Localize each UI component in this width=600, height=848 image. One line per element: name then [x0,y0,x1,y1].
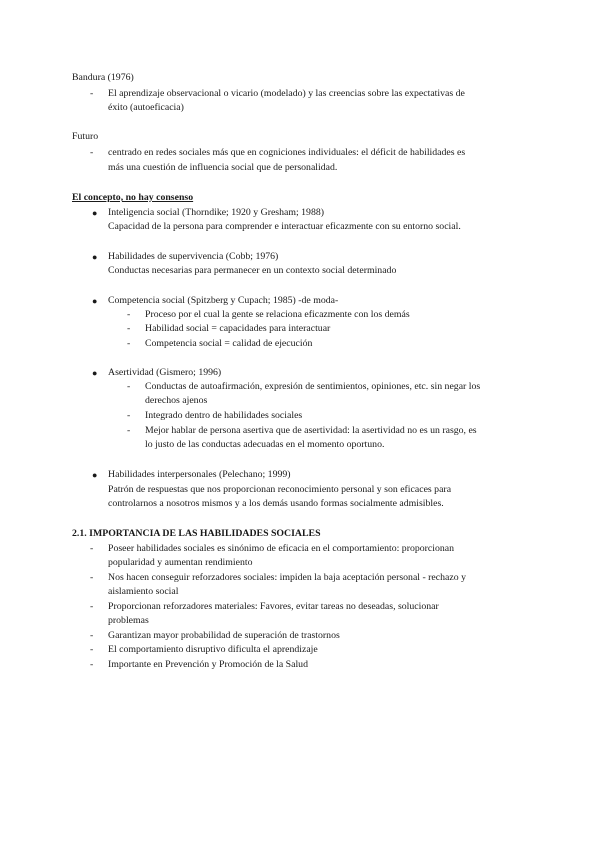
concepto-b2-desc: Conductas necesarias para permanecer en un contexto social determinado [108,265,397,276]
bullet-marker: ● [92,470,98,480]
concepto-b1-desc: Capacidad de la persona para comprender e interactuar eficazmente con su entorno social. [108,221,461,232]
concepto-b5-title: Habilidades interpersonales (Pelechano; 1999) [108,469,291,480]
dash-marker: - [127,338,131,349]
concepto-b3-sub-3: Competencia social = calidad de ejecución [145,338,313,349]
bandura-title: Bandura (1976) [72,72,134,83]
importancia-item-3b: problemas [108,615,149,626]
bandura-line-2: éxito (autoeficacia) [108,102,184,113]
concepto-b3-sub-1: Proceso por el cual la gente se relaciona eficazmente con los demás [145,309,410,320]
importancia-item-2a: Nos hacen conseguir reforzadores sociales: impiden la baja aceptación personal - rechazo y [108,572,466,583]
dash-marker: - [127,410,131,421]
concepto-b3-title: Competencia social (Spitzberg y Cupach; 1985) -de moda- [108,295,339,306]
dash-marker: - [90,543,94,554]
dash-marker: - [127,323,131,334]
concepto-b5-desc-1: Patrón de respuestas que nos proporcionan reconocimiento personal y son eficaces para [108,484,452,495]
concepto-b3-sub-2: Habilidad social = capacidades para interactuar [145,323,331,334]
concepto-b4-sub-2: Integrado dentro de habilidades sociales [145,410,303,421]
concepto-b5-desc-2: controlarnos a nosotros mismos y a los demás usando formas socialmente admisibles. [108,498,444,509]
concepto-b4-sub-3a: Mejor hablar de persona asertiva que de asertividad: la asertividad no es un rasgo, es [145,425,477,436]
bullet-marker: ● [92,368,98,378]
dash-marker: - [90,601,94,612]
dash-marker: - [90,88,94,99]
concepto-b4-title: Asertividad (Gismero; 1996) [108,367,222,378]
concepto-b4-sub-1a: Conductas de autoafirmación, expresión de sentimientos, opiniones, etc. sin negar los [145,381,481,392]
futuro-title: Futuro [72,131,99,142]
bullet-marker: ● [92,208,98,218]
bullet-marker: ● [92,252,98,262]
dash-marker: - [90,572,94,583]
futuro-line-2: más una cuestión de influencia social que de personalidad. [108,162,338,173]
importancia-item-3a: Proporcionan reforzadores materiales: Favores, evitar tareas no deseadas, solucionar [108,601,439,612]
importancia-heading: 2.1. IMPORTANCIA DE LAS HABILIDADES SOCIALES [72,528,321,539]
concepto-heading: El concepto, no hay consenso [72,192,194,203]
dash-marker: - [90,644,94,655]
importancia-item-2b: aislamiento social [108,586,179,597]
concepto-b2-title: Habilidades de supervivencia (Cobb; 1976) [108,251,279,262]
importancia-item-4: Garantizan mayor probabilidad de superación de trastornos [108,630,340,641]
concepto-b1-title: Inteligencia social (Thorndike; 1920 y Gresham; 1988) [108,207,325,218]
dash-marker: - [90,147,94,158]
bullet-marker: ● [92,296,98,306]
dash-marker: - [127,425,131,436]
bandura-line-1: El aprendizaje observacional o vicario (modelado) y las creencias sobre las expectativas de [108,88,465,99]
importancia-item-1b: popularidad y aumentan rendimiento [108,557,253,568]
dash-marker: - [90,630,94,641]
concepto-b4-sub-1b: derechos ajenos [145,395,208,406]
dash-marker: - [127,381,131,392]
concepto-b4-sub-3b: lo justo de las conductas adecuadas en el momento oportuno. [145,439,385,450]
futuro-line-1: centrado en redes sociales más que en cogniciones individuales: el déficit de habilidades es [108,147,466,158]
importancia-item-1a: Poseer habilidades sociales es sinónimo de eficacia en el comportamiento: proporcionan [108,543,455,554]
importancia-item-6: Importante en Prevención y Promoción de la Salud [108,659,308,670]
dash-marker: - [127,309,131,320]
importancia-item-5: El comportamiento disruptivo dificulta el aprendizaje [108,644,318,655]
dash-marker: - [90,659,94,670]
